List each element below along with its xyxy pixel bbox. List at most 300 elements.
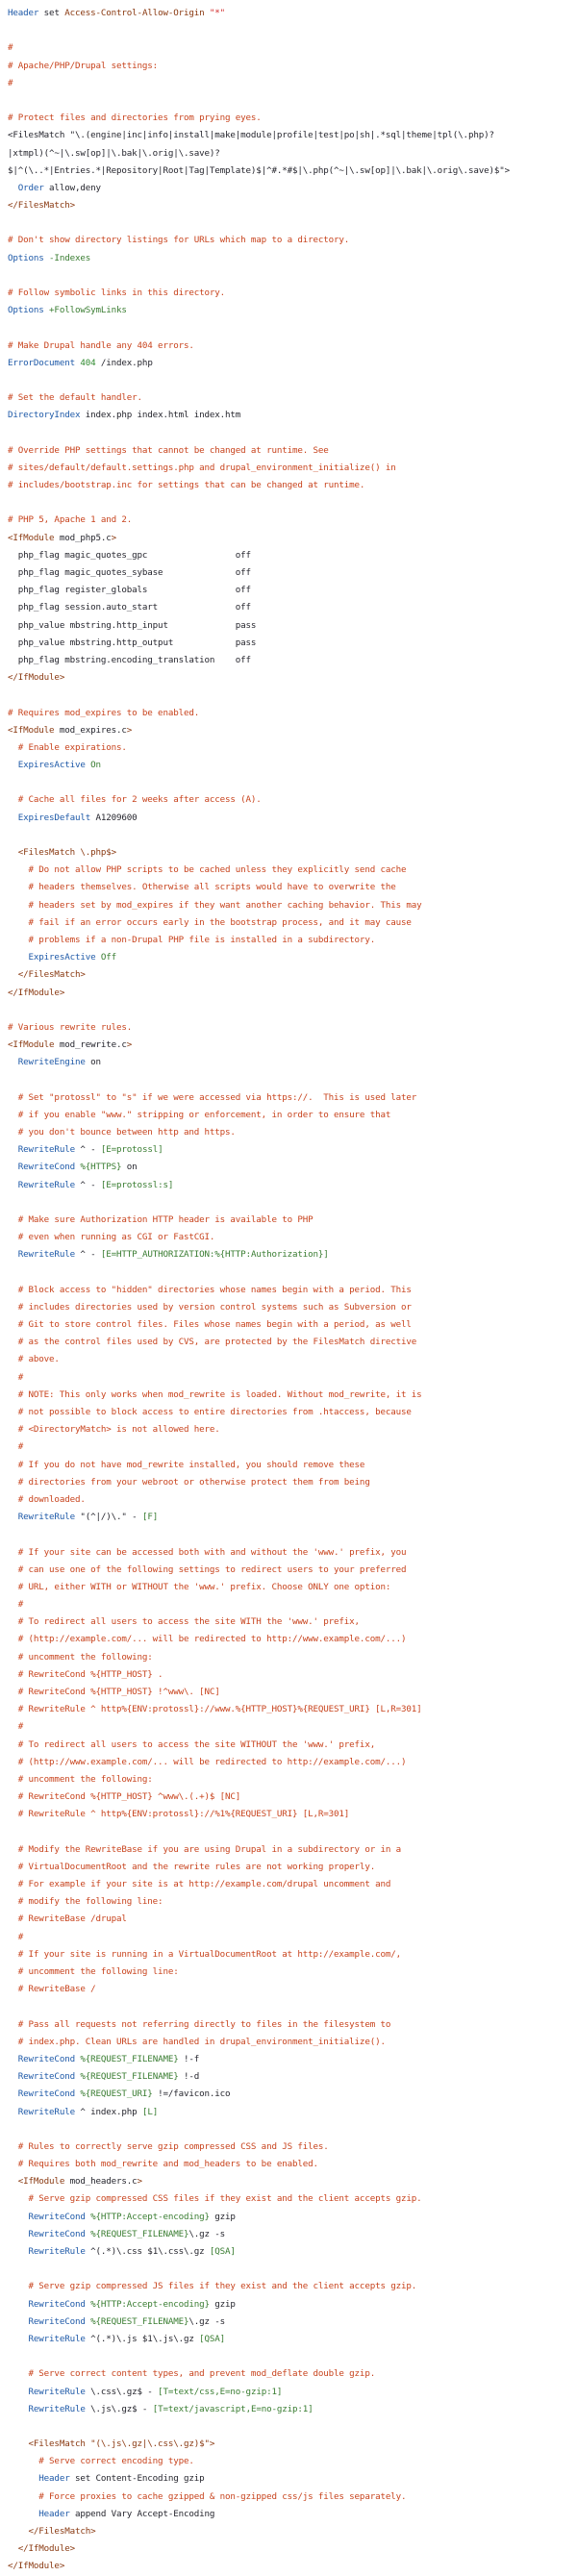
code-token: [F]	[141, 1512, 159, 1523]
code-token: RewriteCond	[8, 2228, 86, 2239]
code-token: %{REQUEST_FILENAME}	[74, 2071, 179, 2083]
code-token: mod_php5.c	[54, 532, 112, 543]
code-token: \.js\.gz$ -	[85, 2403, 153, 2414]
code-line	[8, 494, 577, 512]
code-line	[8, 617, 577, 635]
code-token: #	[8, 1931, 24, 1942]
code-token: # Set "protossl" to "s" if we were accessed via https://. This is used later	[8, 1091, 417, 1103]
code-token: +FollowSymLinks	[43, 305, 127, 316]
code-token: RewriteCond	[8, 2211, 86, 2222]
code-token: !-d	[178, 2071, 200, 2083]
code-token: "*"	[209, 8, 226, 18]
code-token: RewriteEngine	[8, 1057, 86, 1068]
code-token: # Serve gzip compressed CSS files if they exist and the client accepts gzip.	[8, 2193, 422, 2205]
code-token: /index.php	[95, 357, 153, 368]
code-token: RewriteRule	[8, 2246, 86, 2257]
code-line	[8, 1579, 577, 1596]
code-token: [E=protossl]	[100, 1144, 163, 1156]
code-token: # To redirect all users to access the site WITH the 'www.' prefix,	[8, 1616, 360, 1628]
code-token: </IfModule>	[8, 2561, 65, 2572]
code-line	[8, 163, 577, 180]
code-token: # Pass all requests not referring directly to files in the filesystem to	[8, 2018, 391, 2030]
code-line	[8, 966, 577, 984]
code-token: # To redirect all users to access the site WITHOUT the 'www.' prefix,	[8, 1738, 376, 1750]
code-token: #	[8, 1371, 24, 1383]
code-token: [QSA]	[199, 2333, 226, 2344]
code-line	[8, 319, 577, 337]
code-line	[8, 407, 577, 424]
code-line	[8, 372, 577, 389]
code-line	[8, 1666, 577, 1684]
code-token: # you don't bounce between http and https.	[8, 1127, 236, 1138]
code-token: append Vary Accept-Encoding	[69, 2508, 215, 2519]
code-line	[8, 897, 577, 914]
code-line	[8, 949, 577, 966]
code-token: RewriteRule	[8, 2106, 75, 2117]
code-line	[8, 1107, 577, 1124]
code-token: # RewriteCond %{HTTP_HOST} .	[8, 1668, 163, 1680]
code-line	[8, 1369, 577, 1387]
code-line	[8, 2278, 577, 2295]
code-line	[8, 1438, 577, 1456]
code-token: php_value mbstring.http_input pass	[8, 619, 257, 631]
code-line	[8, 180, 577, 197]
code-token: # VirtualDocumentRoot and the rewrite rules are not working properly.	[8, 1861, 376, 1872]
code-line	[8, 1737, 577, 1754]
code-token: RewriteCond	[8, 2298, 86, 2310]
code-line	[8, 110, 577, 127]
code-token: <IfModule	[8, 724, 55, 736]
code-token: # Force proxies to cache gzipped & non-gzipped css/js files separately.	[8, 2490, 407, 2502]
code-token: $|^(\..*|Entries.*|Repository|Root|Tag|Template)$|^#.*#$|\.php(^~|\.sw[op]|\.bak|\.orig\.save)$">	[8, 164, 510, 176]
code-token: DirectoryIndex	[8, 410, 81, 421]
code-line	[8, 564, 577, 582]
code-token: Options	[8, 305, 44, 316]
code-line	[8, 1876, 577, 1893]
code-token: </FilesMatch>	[8, 969, 86, 981]
code-token: php_flag session.auto_start off	[8, 602, 251, 613]
code-token: php_flag magic_quotes_gpc off	[8, 549, 251, 561]
code-line	[8, 58, 577, 75]
code-line	[8, 1998, 577, 2015]
code-line	[8, 1701, 577, 1718]
code-line	[8, 1159, 577, 1176]
code-line	[8, 2331, 577, 2348]
code-line	[8, 2313, 577, 2331]
code-line	[8, 2365, 577, 2383]
code-token: RewriteCond	[8, 2088, 75, 2100]
code-token: [E=protossl:s]	[100, 1179, 174, 1190]
code-token: ExpiresActive	[8, 760, 86, 771]
code-token: # index.php. Clean URLs are handled in drupal_environment_initialize().	[8, 2036, 386, 2047]
code-token: # RewriteCond %{HTTP_HOST} !^www\. [NC]	[8, 1687, 220, 1697]
code-token: # directories from your webroot or otherwise protect them from being	[8, 1476, 370, 1488]
code-line	[8, 791, 577, 809]
code-line	[8, 635, 577, 652]
code-line	[8, 214, 577, 232]
code-line	[8, 722, 577, 739]
code-token: Header	[8, 2508, 70, 2519]
code-line	[8, 1544, 577, 1562]
code-token: RewriteCond	[8, 2071, 75, 2083]
code-line	[8, 302, 577, 319]
code-token: # PHP 5, Apache 1 and 2.	[8, 514, 133, 526]
code-token: # (http://www.example.com/... will be redirected to http://example.com/...)	[8, 1756, 407, 1767]
code-line	[8, 2488, 577, 2506]
code-token: Off	[95, 952, 117, 963]
code-line	[8, 827, 577, 844]
code-line	[8, 75, 577, 92]
code-line	[8, 2173, 577, 2190]
code-token: #	[8, 77, 13, 88]
code-token: ^ -	[74, 1144, 101, 1156]
code-line	[8, 1526, 577, 1543]
code-token: \.gz -s	[188, 2228, 226, 2239]
code-token: set	[38, 8, 65, 18]
code-token: RewriteRule	[8, 2386, 86, 2397]
code-token: RewriteRule	[8, 2333, 86, 2344]
code-line	[8, 389, 577, 407]
code-line	[8, 1194, 577, 1212]
code-token: ^(.*)\.css $1\.css\.gz	[85, 2246, 210, 2257]
code-token: gzip	[209, 2298, 236, 2310]
code-line	[8, 1282, 577, 1299]
code-token: # above.	[8, 1354, 60, 1365]
code-line	[8, 1963, 577, 1981]
code-token: Access-Control-Allow-Origin	[64, 8, 205, 18]
code-token: # Apache/PHP/Drupal settings:	[8, 60, 159, 71]
code-token: ^ -	[74, 1249, 101, 1261]
code-line	[8, 1754, 577, 1771]
code-line	[8, 1089, 577, 1107]
code-token: >	[137, 2176, 142, 2188]
code-line	[8, 2138, 577, 2156]
code-token: %{HTTPS}	[74, 1162, 122, 1173]
code-token: # NOTE: This only works when mod_rewrite is loaded. Without mod_rewrite, it is	[8, 1388, 422, 1400]
code-token: # Modify the RewriteBase if you are using Drupal in a subdirectory or in a	[8, 1843, 401, 1855]
code-token: # <DirectoryMatch> is not allowed here.	[8, 1424, 220, 1436]
code-token: ExpiresDefault	[8, 812, 91, 823]
code-token: # Rules to correctly serve gzip compressed CSS and JS files.	[8, 2140, 329, 2152]
code-token: # as the control files used by CVS, are protected by the FilesMatch directive	[8, 1337, 417, 1348]
code-line	[8, 1929, 577, 1946]
code-line	[8, 1596, 577, 1613]
code-line	[8, 1562, 577, 1579]
code-line	[8, 1718, 577, 1736]
code-line	[8, 145, 577, 163]
code-line	[8, 1806, 577, 1823]
code-token: # (http://example.com/... will be redirected to http://www.example.com/...)	[8, 1634, 407, 1645]
code-line	[8, 1491, 577, 1509]
code-line	[8, 2086, 577, 2103]
code-token: # Enable expirations.	[8, 741, 127, 753]
code-line	[8, 127, 577, 144]
code-line	[8, 547, 577, 564]
code-line	[8, 1404, 577, 1421]
code-token: #	[8, 1441, 24, 1453]
code-token: RewriteRule	[8, 1249, 75, 1261]
code-line	[8, 582, 577, 599]
code-line	[8, 1474, 577, 1491]
code-token: # If your site can be accessed both with and without the 'www.' prefix, you	[8, 1546, 407, 1558]
code-line	[8, 1299, 577, 1316]
code-token: !=/favicon.ico	[152, 2088, 231, 2100]
code-line	[8, 1177, 577, 1194]
code-token: # problems if a non-Drupal PHP file is installed in a subdirectory.	[8, 934, 376, 945]
code-token: # Serve correct encoding type.	[8, 2456, 194, 2467]
code-token: # Requires mod_expires to be enabled.	[8, 707, 200, 718]
code-token: # if you enable "www." stripping or enforcement, in order to ensure that	[8, 1109, 391, 1120]
code-line	[8, 1457, 577, 1474]
code-token: %{REQUEST_URI}	[74, 2088, 153, 2100]
code-token: # RewriteRule ^ http%{ENV:protossl}://%1%{REQUEST_URI} [L,R=301]	[8, 1809, 350, 1820]
code-line	[8, 2401, 577, 2418]
code-token: # uncomment the following:	[8, 1651, 153, 1663]
code-token: # Override PHP settings that cannot be changed at runtime. See	[8, 444, 329, 456]
code-line	[8, 2104, 577, 2121]
code-token: </IfModule>	[8, 987, 65, 998]
code-token: php_flag mbstring.encoding_translation off	[8, 654, 251, 665]
code-token: # even when running as CGI or FastCGI.	[8, 1232, 215, 1243]
code-line	[8, 1246, 577, 1263]
code-token: # headers set by mod_expires if they want another caching behavior. This may	[8, 899, 422, 911]
code-token: RewriteRule	[8, 1144, 75, 1156]
code-token: # RewriteCond %{HTTP_HOST} ^www\.(.+)$ [NC]	[8, 1791, 241, 1803]
code-token: RewriteRule	[8, 2403, 86, 2414]
code-token: # Make sure Authorization HTTP header is available to PHP	[8, 1213, 314, 1225]
code-token: ErrorDocument	[8, 357, 75, 368]
code-line	[8, 2470, 577, 2488]
code-token: RewriteRule	[8, 1512, 75, 1523]
code-token: # Requires both mod_rewrite and mod_headers to be enabled.	[8, 2159, 318, 2170]
code-token: index.php index.html index.htm	[80, 410, 241, 421]
code-token: ExpiresActive	[8, 952, 96, 963]
code-line	[8, 530, 577, 547]
code-token: # Make Drupal handle any 404 errors.	[8, 339, 194, 351]
code-token: <IfModule	[8, 1039, 55, 1051]
code-token: # Serve gzip compressed JS files if they exist and the client accepts gzip.	[8, 2281, 417, 2292]
code-token: %{REQUEST_FILENAME}	[74, 2053, 179, 2064]
code-token: </FilesMatch>	[8, 2526, 96, 2537]
code-token: RewriteRule	[8, 1179, 75, 1190]
code-line	[8, 1788, 577, 1806]
code-line	[8, 1824, 577, 1841]
code-token: \.css\.gz$ -	[85, 2386, 159, 2397]
code-token: mod_rewrite.c	[54, 1039, 127, 1051]
code-line	[8, 1019, 577, 1037]
code-token: \.gz -s	[188, 2315, 226, 2327]
code-line	[8, 2348, 577, 2365]
code-token: # Protect files and directories from prying eyes.	[8, 113, 262, 124]
code-token: # Cache all files for 2 weeks after access (A).	[8, 794, 262, 806]
code-token: # includes directories used by version control systems such as Subversion or	[8, 1301, 412, 1313]
code-line	[8, 232, 577, 249]
code-line	[8, 5, 577, 22]
code-token: # sites/default/default.settings.php and drupal_environment_initialize() in	[8, 462, 396, 473]
code-token: mod_headers.c	[64, 2176, 138, 2188]
code-token: # Serve correct content types, and prevent mod_deflate double gzip.	[8, 2368, 376, 2380]
code-line	[8, 1613, 577, 1631]
code-line	[8, 810, 577, 827]
code-line	[8, 1071, 577, 1088]
code-token: <FilesMatch "(\.js\.gz|\.css\.gz)$">	[8, 2438, 215, 2450]
code-line	[8, 1037, 577, 1054]
code-token: </IfModule>	[8, 2543, 75, 2555]
code-line	[8, 1859, 577, 1876]
code-line	[8, 1002, 577, 1019]
code-line	[8, 477, 577, 494]
code-line	[8, 1141, 577, 1159]
code-line	[8, 2523, 577, 2540]
code-line	[8, 652, 577, 669]
code-line	[8, 2121, 577, 2138]
code-token: # URL, either WITH or WITHOUT the 'www.' prefix. Choose ONLY one option:	[8, 1581, 391, 1592]
code-token: # Don't show directory listings for URLs which map to a directory.	[8, 235, 350, 246]
code-line	[8, 2453, 577, 2470]
code-token: <IfModule	[8, 2176, 65, 2188]
code-line	[8, 2418, 577, 2436]
code-line	[8, 2051, 577, 2068]
code-token: [L]	[141, 2106, 159, 2117]
code-token: php_value mbstring.http_output pass	[8, 637, 257, 648]
code-token: On	[85, 760, 101, 771]
code-token: </IfModule>	[8, 672, 65, 684]
code-token: Order	[8, 182, 44, 193]
code-token: allow,deny	[43, 182, 101, 193]
code-token: php_flag magic_quotes_sybase off	[8, 567, 251, 578]
code-token: # RewriteBase /drupal	[8, 1913, 127, 1925]
code-line	[8, 338, 577, 355]
code-token: # Set the default handler.	[8, 392, 142, 404]
code-token: [T=text/css,E=no-gzip:1]	[158, 2386, 283, 2397]
code-line	[8, 1421, 577, 1438]
code-line	[8, 2506, 577, 2523]
code-token: <FilesMatch \.php$>	[8, 847, 117, 858]
code-token: %{REQUEST_FILENAME}	[85, 2315, 189, 2327]
code-line	[8, 1316, 577, 1334]
code-line	[8, 425, 577, 442]
code-line	[8, 1387, 577, 1404]
code-line	[8, 1054, 577, 1071]
code-token: # not possible to block access to entire directories from .htaccess, because	[8, 1407, 412, 1417]
code-token: gzip	[209, 2211, 236, 2222]
code-line	[8, 1841, 577, 1859]
code-token: #	[8, 1599, 24, 1611]
code-line	[8, 22, 577, 39]
code-line	[8, 1631, 577, 1648]
code-token: # RewriteBase /	[8, 1984, 96, 1995]
code-token: # Follow symbolic links in this directory.	[8, 288, 226, 298]
code-token: # uncomment the following line:	[8, 1966, 179, 1977]
code-line	[8, 1684, 577, 1701]
code-token: # Do not allow PHP scripts to be cached unless they explicitly send cache	[8, 864, 407, 876]
code-line	[8, 2190, 577, 2208]
code-line	[8, 2436, 577, 2453]
code-token: Header	[8, 2473, 70, 2485]
code-line	[8, 2209, 577, 2226]
code-line	[8, 1911, 577, 1928]
code-line	[8, 1334, 577, 1351]
code-token: %{HTTP:Accept-encoding}	[85, 2298, 210, 2310]
code-token: # If you do not have mod_rewrite installed, you should remove these	[8, 1459, 365, 1470]
code-token: # Git to store control files. Files whose names begin with a period, as well	[8, 1319, 412, 1331]
code-line	[8, 1212, 577, 1229]
code-token: # Block access to "hidden" directories whose names begin with a period. This	[8, 1284, 412, 1295]
code-token: ^(.*)\.js $1\.js\.gz	[85, 2333, 200, 2344]
code-token: php_flag register_globals off	[8, 585, 251, 596]
code-line	[8, 39, 577, 57]
code-line	[8, 2296, 577, 2313]
code-token: # downloaded.	[8, 1493, 86, 1505]
code-line	[8, 442, 577, 460]
code-line	[8, 460, 577, 477]
code-line	[8, 687, 577, 704]
code-token: A1209600	[90, 812, 138, 823]
code-token: # uncomment the following:	[8, 1773, 153, 1785]
code-line	[8, 599, 577, 616]
code-line	[8, 914, 577, 932]
code-line	[8, 250, 577, 267]
code-token: ^ index.php	[74, 2106, 142, 2117]
code-token: >	[126, 724, 133, 736]
code-token: >	[111, 532, 117, 543]
code-token: # modify the following line:	[8, 1896, 163, 1908]
code-token: Options	[8, 252, 44, 263]
code-token: -Indexes	[43, 252, 91, 263]
code-token: # Various rewrite rules.	[8, 1021, 133, 1033]
code-line	[8, 2068, 577, 2086]
code-line	[8, 1649, 577, 1666]
code-token: # can use one of the following settings to redirect users to your preferred	[8, 1563, 407, 1575]
code-line	[8, 2016, 577, 2034]
code-line	[8, 1229, 577, 1246]
code-token: <IfModule	[8, 532, 55, 543]
code-token: # If your site is running in a VirtualDocumentRoot at http://example.com/,	[8, 1948, 401, 1960]
code-line	[8, 2243, 577, 2261]
code-line	[8, 197, 577, 214]
code-line	[8, 862, 577, 879]
code-line	[8, 774, 577, 791]
code-token: </FilesMatch>	[8, 200, 75, 212]
code-line	[8, 2226, 577, 2243]
code-line	[8, 1264, 577, 1282]
code-line	[8, 669, 577, 687]
code-token: #	[8, 1721, 24, 1733]
code-token: <FilesMatch "\.(engine|inc|info|install|make|module|profile|test|po|sh|.*sql|theme|tpl(\.php)?	[8, 130, 494, 141]
code-token: on	[85, 1057, 101, 1068]
code-line	[8, 355, 577, 372]
code-token: RewriteCond	[8, 1162, 75, 1173]
code-line	[8, 705, 577, 722]
code-token: # includes/bootstrap.inc for settings that can be changed at runtime.	[8, 480, 365, 491]
code-line	[8, 985, 577, 1002]
code-token: # fail if an error occurs early in the bootstrap process, and it may cause	[8, 916, 412, 928]
code-token: !-f	[178, 2053, 200, 2064]
code-line	[8, 2034, 577, 2051]
code-line	[8, 1946, 577, 1963]
code-line	[8, 932, 577, 949]
code-token: >	[126, 1039, 133, 1051]
code-token: [QSA]	[209, 2246, 236, 2257]
code-token: "(^|/)\." -	[74, 1512, 142, 1523]
code-line	[8, 2156, 577, 2173]
code-line	[8, 285, 577, 302]
code-token: RewriteCond	[8, 2315, 86, 2327]
code-line	[8, 844, 577, 862]
code-token: ^ -	[74, 1179, 101, 1190]
code-token: 404	[74, 357, 96, 368]
code-token: [T=text/javascript,E=no-gzip:1]	[152, 2403, 314, 2414]
